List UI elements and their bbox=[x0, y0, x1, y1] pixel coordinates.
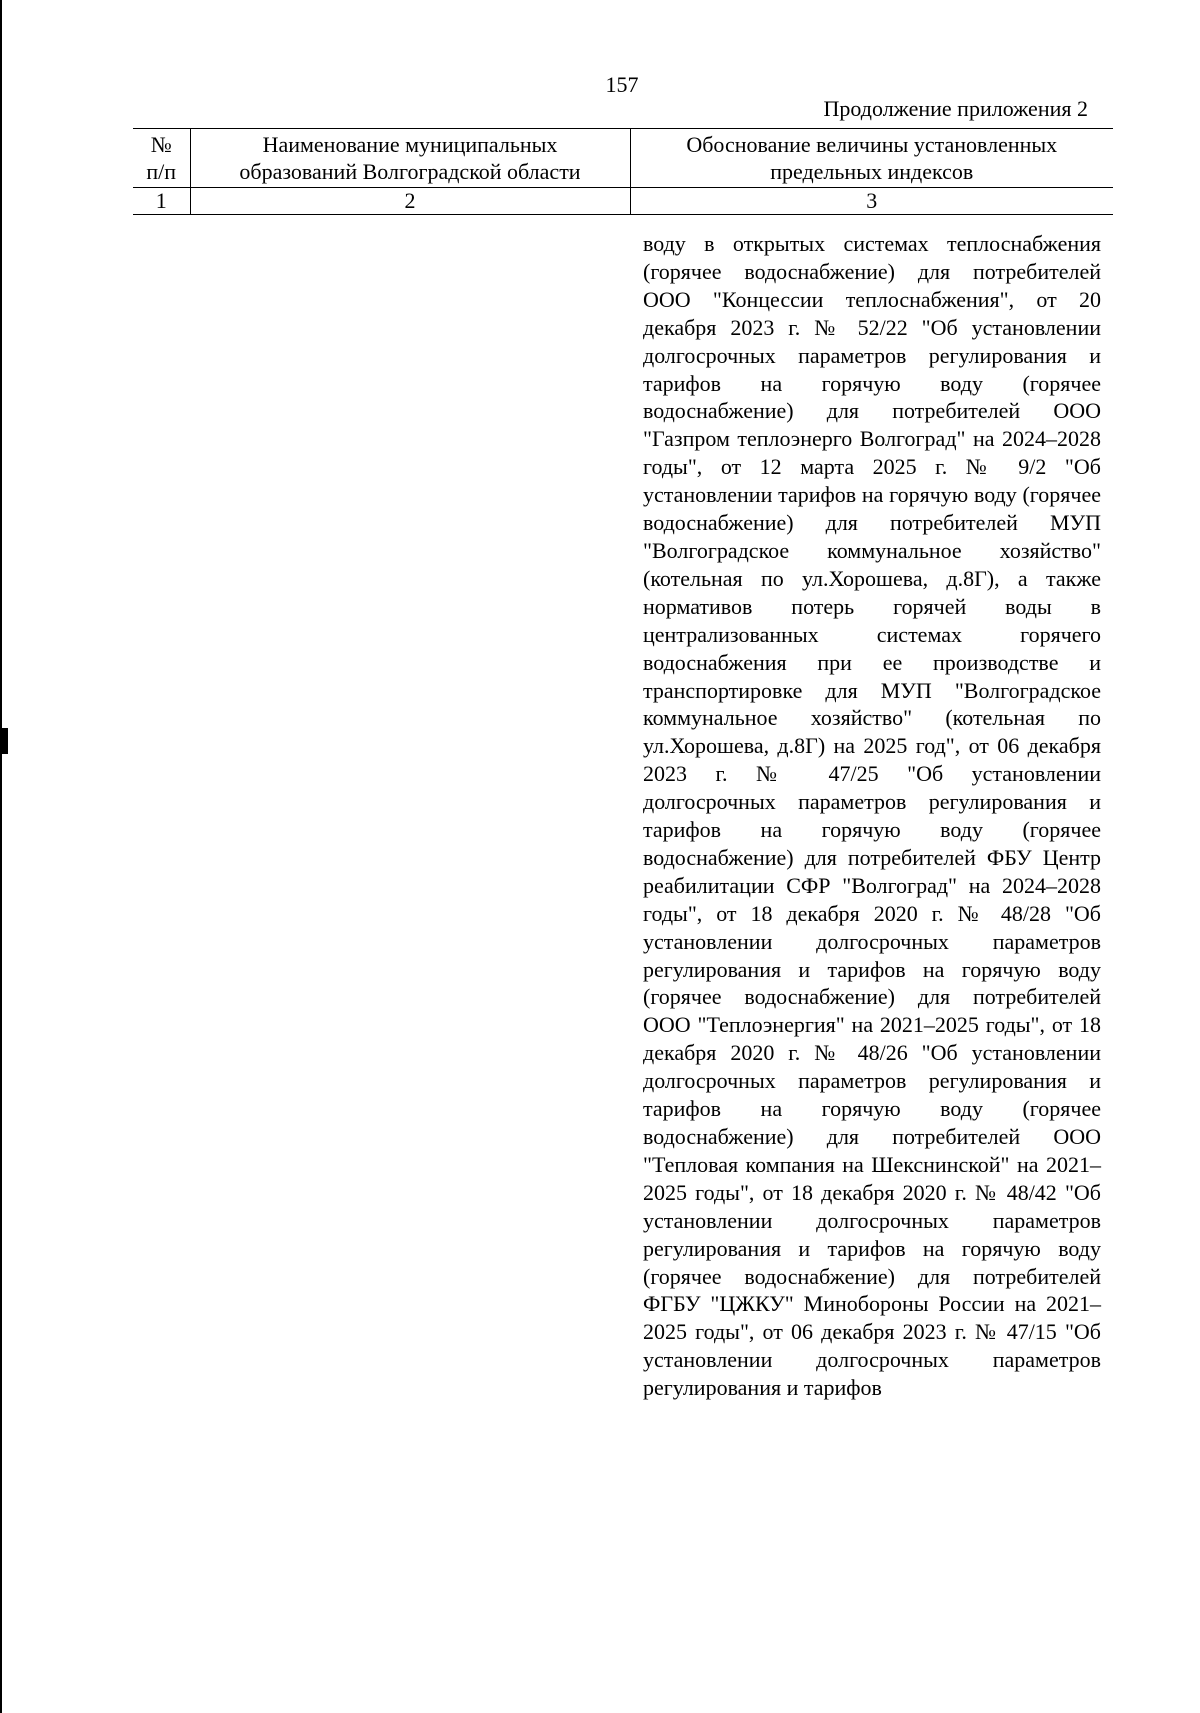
table-column-number-row bbox=[133, 188, 1113, 215]
column-number-3: 3 bbox=[630, 188, 1113, 215]
header-number-line2: п/п bbox=[146, 159, 177, 184]
table-header-row bbox=[133, 129, 1113, 188]
header-municipality-line2: образований Волгоградской области bbox=[239, 159, 581, 184]
scan-edge-line bbox=[0, 0, 2, 1713]
header-cell-justification bbox=[630, 129, 1113, 188]
column-number-1: 1 bbox=[133, 188, 190, 215]
header-justification-line2: предельных индексов bbox=[770, 159, 974, 184]
header-cell-number bbox=[133, 129, 190, 188]
header-number-line1: № bbox=[150, 132, 172, 157]
header-municipality-line1: Наименование муниципальных bbox=[262, 132, 558, 157]
scan-edge-mark bbox=[0, 728, 8, 754]
header-justification-line1: Обоснование величины установленных bbox=[686, 132, 1058, 157]
column-number-2: 2 bbox=[190, 188, 630, 215]
header-cell-municipality bbox=[190, 129, 630, 188]
page-number: 157 bbox=[605, 72, 639, 97]
appendix-table-header bbox=[133, 128, 1113, 215]
justification-text: воду в открытых системах теплоснабжения (горячее водоснабжение) для потребителей ООО "Концессии теплоснабжения", от 20 декабря 2023 г. № 52/22 "Об установлении долгосрочных параметров регулирования и тарифов на горячую воду (горячее водоснабжение) для потребителей ООО "Газпром теплоэнерго Волгоград" на 2024–2028 годы", от 12 марта 2025 г. № 9/2 "Об установлении тарифов на горячую воду (горячее водоснабжение) для потребителей МУП "Волгоградское коммунальное хозяйство" (котельная по ул.Хорошева, д.8Г), а также нормативов потерь горячей воды в централизованных системах горячего водоснабжения при ее производстве и транспортировке для МУП "Волгоградское коммунальное хозяйство" (котельная по ул.Хорошева, д.8Г) на 2025 год", от 06 декабря 2023 г. № 47/25 "Об установлении долгосрочных параметров регулирования и тарифов на горячую воду (горячее водоснабжение) для потребителей ФБУ Центр реабилитации СФР "Волгоград" на 2024–2028 годы", от 18 декабря 2020 г. № 48/28 "Об установлении долгосрочных параметров регулирования и тарифов на горячую воду (горячее водоснабжение) для потребителей ООО "Теплоэнергия" на 2021–2025 годы", от 18 декабря 2020 г. № 48/26 "Об установлении долгосрочных параметров регулирования и тарифов на горячую воду (горячее водоснабжение) для потребителей ООО "Тепловая компания на Шекснинской" на 2021–2025 годы", от 18 декабря 2020 г. № 48/42 "Об установлении долгосрочных параметров регулирования и тарифов на горячую воду (горячее водоснабжение) для потребителей ФГБУ "ЦЖКУ" Минобороны России на 2021–2025 годы", от 06 декабря 2023 г. № 47/15 "Об установлении долгосрочных параметров регулирования и тарифов bbox=[643, 231, 1101, 1401]
continuation-label: Продолжение приложения 2 bbox=[823, 96, 1088, 121]
